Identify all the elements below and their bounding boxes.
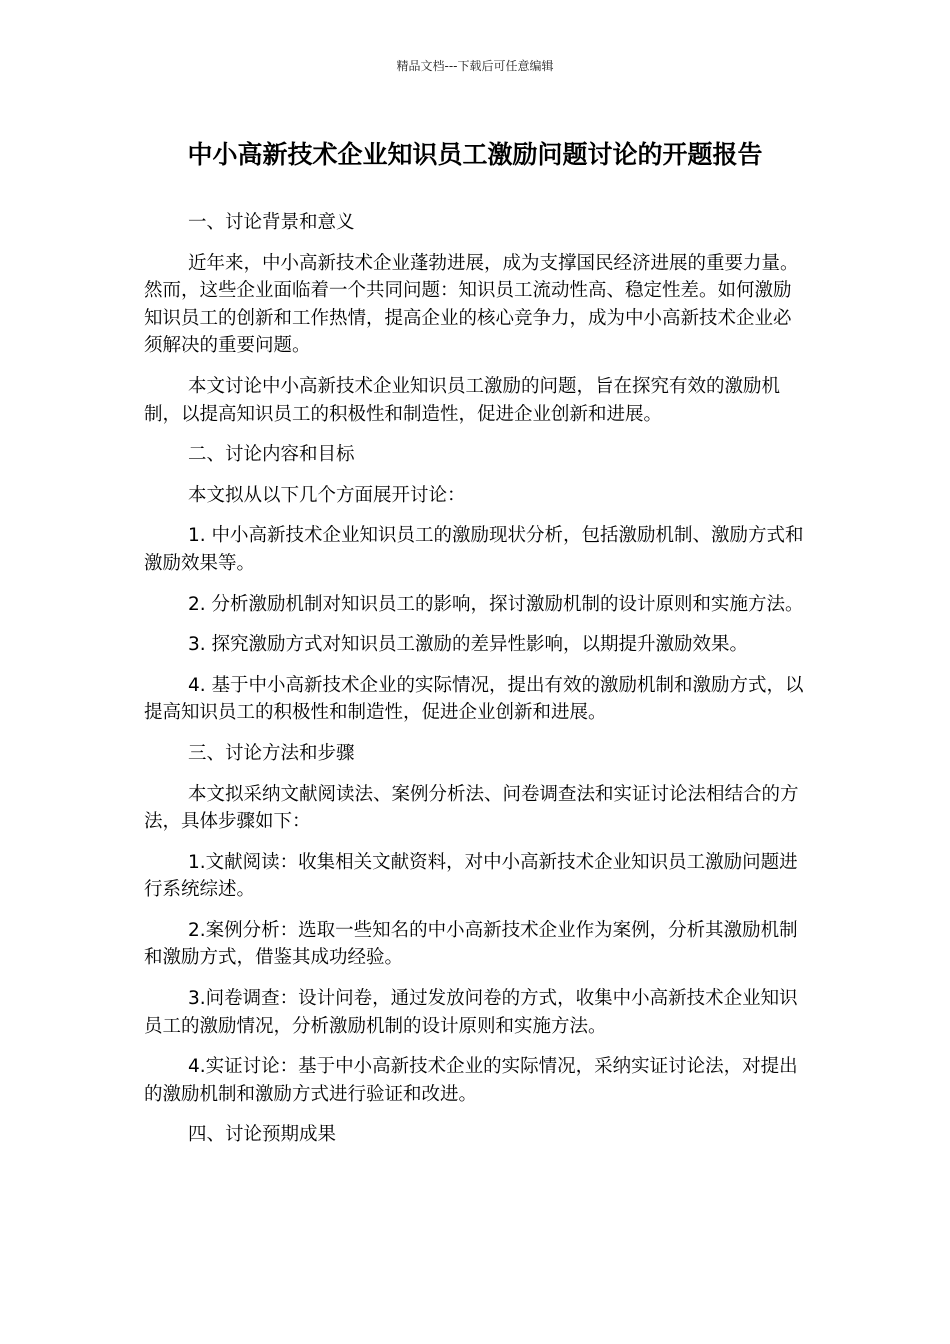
list-item-method-3: 3.问卷调查：设计问卷，通过发放问卷的方式，收集中小高新技术企业知识员工的激励情况，分析激励机制的设计原则和实施方法。 (144, 988, 798, 1037)
document-body (144, 209, 808, 1162)
paragraph-methods-intro: 本文拟采纳文献阅读法、案例分析法、问卷调查法和实证讨论法相结合的方法，具体步骤如下： (144, 783, 799, 833)
section-heading-content: 二、讨论内容和目标 (188, 444, 355, 466)
section-heading-methods: 三、讨论方法和步骤 (188, 742, 355, 764)
paragraph-background: 近年来，中小高新技术企业蓬勃进展，成为支撑国民经济进展的重要力量。然而，这些企业面临着一个共同问题：知识员工流动性高、稳定性差。如何激励知识员工的创新和工作热情，提高企业的核心竞争力，成为中小高新技术企业必须解决的重要问题。 (144, 252, 799, 357)
paragraph-content-intro: 本文拟从以下几个方面展开讨论： (188, 484, 466, 506)
paragraph-purpose: 本文讨论中小高新技术企业知识员工激励的问题，旨在探究有效的激励机制，以提高知识员工的积极性和制造性，促进企业创新和进展。 (144, 375, 781, 425)
list-item-method-1: 1.文献阅读：收集相关文献资料，对中小高新技术企业知识员工激励问题进行系统综述。 (144, 851, 798, 901)
list-item-method-2: 2.案例分析：选取一些知名的中小高新技术企业作为案例，分析其激励机制和激励方式，借鉴其成功经验。 (144, 919, 798, 969)
section-heading-background: 一、讨论背景和意义 (188, 212, 355, 233)
section-heading-outcomes: 四、讨论预期成果 (188, 1124, 337, 1146)
list-item-content-1: 1. 中小高新技术企业知识员工的激励现状分析，包括激励机制、激励方式和激励效果等。 (144, 525, 804, 574)
list-item-method-4: 4.实证讨论：基于中小高新技术企业的实际情况，采纳实证讨论法，对提出的激励机制和激励方式进行验证和改进。 (144, 1056, 798, 1105)
page-header-note: 精品文档---下载后可任意编辑 (396, 59, 554, 73)
list-item-content-3: 3. 探究激励方式对知识员工激励的差异性影响，以期提升激励效果。 (188, 634, 749, 656)
document-title: 中小高新技术企业知识员工激励问题讨论的开题报告 (187, 140, 763, 169)
list-item-content-2: 2. 分析激励机制对知识员工的影响，探讨激励机制的设计原则和实施方法。 (188, 593, 804, 615)
list-item-content-4: 4. 基于中小高新技术企业的实际情况，提出有效的激励机制和激励方式，以提高知识员工的积极性和制造性，促进企业创新和进展。 (144, 674, 804, 724)
